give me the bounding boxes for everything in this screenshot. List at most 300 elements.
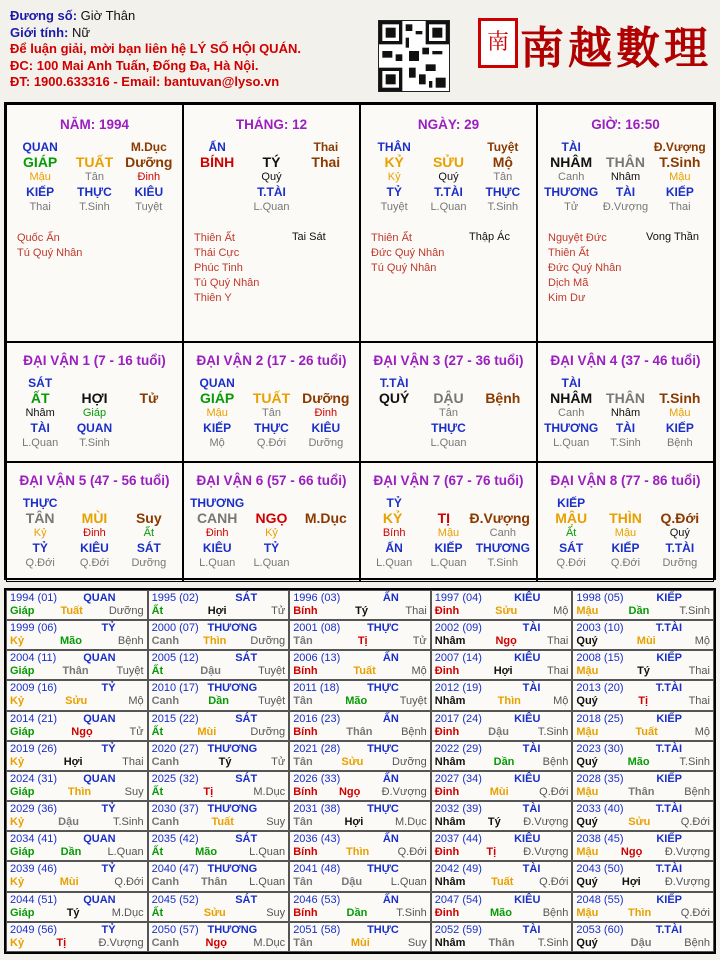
pillar-value: QUAN bbox=[76, 421, 113, 435]
pillar-value bbox=[367, 421, 421, 436]
year-label: 2022 (29) bbox=[434, 742, 482, 755]
year-cell bbox=[431, 620, 573, 650]
pillar-value: MÙI bbox=[81, 510, 108, 526]
pillar-value: SÁT bbox=[28, 376, 53, 390]
pillar-value bbox=[122, 406, 176, 421]
year-cell bbox=[6, 861, 148, 891]
year-star: SÁT bbox=[235, 592, 258, 604]
pillar-value: L.Quan bbox=[430, 201, 467, 213]
pillar-value: Dưỡng bbox=[131, 557, 167, 569]
year-branch: Thân bbox=[200, 876, 228, 889]
year-phase: Tử bbox=[271, 605, 286, 617]
year-phase: Tuyệt bbox=[258, 695, 286, 708]
year-label: 2015 (22) bbox=[151, 712, 199, 725]
pillar-value bbox=[367, 406, 421, 421]
contact-line: Để luận giải, mời bạn liên hệ LÝ SỐ HỘI QUÁN. bbox=[10, 41, 301, 56]
year-branch: Mão bbox=[59, 635, 82, 648]
year-cell bbox=[431, 741, 573, 771]
year-star: QUAN bbox=[83, 833, 116, 846]
year-cell bbox=[6, 771, 148, 801]
pillar-value bbox=[190, 200, 244, 215]
year-cell bbox=[148, 650, 290, 680]
pillar-row bbox=[7, 376, 182, 391]
pillar-value: KIẾP bbox=[557, 496, 586, 510]
year-branch: Dần bbox=[346, 906, 368, 919]
year-cell bbox=[572, 801, 714, 831]
year-phase: Thai bbox=[122, 755, 144, 768]
pillar-value: Đ.Vượng bbox=[653, 140, 706, 154]
year-branch: Tị bbox=[56, 936, 67, 949]
year-star: TÀI bbox=[522, 803, 541, 816]
year-branch: Mão bbox=[195, 846, 218, 859]
pillar-value: BÍNH bbox=[200, 154, 235, 170]
pillar-value bbox=[122, 496, 176, 511]
pillar-value bbox=[299, 541, 353, 556]
year-cell bbox=[148, 831, 290, 861]
year-stem: Kỷ bbox=[10, 755, 25, 768]
year-star: QUAN bbox=[83, 592, 116, 604]
year-branch: Sửu bbox=[65, 695, 88, 708]
year-label: 2027 (34) bbox=[434, 772, 482, 785]
year-branch: Mùi bbox=[489, 785, 509, 798]
year-stem: Kỷ bbox=[10, 936, 25, 949]
year-stem: Đinh bbox=[434, 785, 460, 798]
pillar-value: L.Quan bbox=[253, 201, 290, 213]
year-cell bbox=[431, 650, 573, 680]
pillar-row bbox=[184, 140, 359, 155]
year-star: TỶ bbox=[101, 682, 116, 695]
pillar-value: Quý bbox=[669, 527, 690, 539]
pillar-value bbox=[67, 496, 121, 511]
year-stem: Nhâm bbox=[434, 816, 466, 829]
year-branch: Mão bbox=[489, 906, 512, 919]
year-phase: T.Sinh bbox=[537, 936, 569, 949]
year-star: THỰC bbox=[367, 923, 399, 936]
pillar-value: THỰC bbox=[22, 496, 58, 510]
pillar-value bbox=[190, 170, 244, 185]
pillar-value bbox=[476, 496, 530, 511]
pillar-value bbox=[67, 140, 121, 155]
pillar-row bbox=[538, 421, 713, 436]
star-item: Quốc Ấn bbox=[17, 232, 60, 244]
year-cell bbox=[572, 680, 714, 710]
pillar-value: Q.Đới bbox=[660, 510, 700, 526]
year-star: THỰC bbox=[367, 863, 399, 876]
pillar-value: KIẾP bbox=[26, 185, 55, 199]
year-cell bbox=[289, 650, 431, 680]
year-cell bbox=[6, 650, 148, 680]
pillar-row bbox=[184, 406, 359, 421]
year-phase: T.Sinh bbox=[679, 755, 710, 768]
year-star: QUAN bbox=[83, 712, 116, 725]
year-branch: Dần bbox=[60, 846, 82, 859]
year-branch: Sửu bbox=[203, 906, 226, 919]
year-label: 2026 (33) bbox=[293, 772, 341, 785]
year-stem: Canh bbox=[151, 695, 180, 708]
year-branch: Mùi bbox=[350, 936, 370, 949]
year-phase: T.Sinh bbox=[396, 906, 427, 919]
pillar-value: Nhâm bbox=[610, 171, 641, 183]
year-phase: Thai bbox=[405, 605, 427, 617]
pillar-value: SÁT bbox=[559, 541, 584, 555]
year-phase: M.Dục bbox=[253, 936, 286, 949]
pillar-value: THÂN bbox=[606, 390, 645, 406]
pillar-value bbox=[299, 170, 353, 185]
year-label: 2039 (46) bbox=[10, 863, 58, 876]
year-label: 2028 (35) bbox=[576, 772, 624, 785]
year-star: TÀI bbox=[522, 682, 541, 695]
star-item: Phúc Tinh bbox=[194, 262, 243, 274]
year-cell bbox=[572, 831, 714, 861]
year-star: SÁT bbox=[235, 833, 258, 846]
year-star: T.TÀI bbox=[655, 923, 682, 936]
year-stem: Nhâm bbox=[434, 936, 466, 949]
year-branch: Sửu bbox=[495, 605, 518, 617]
bad-stars-list bbox=[292, 231, 326, 243]
pillar-value: Đ.Vượng bbox=[469, 510, 530, 526]
year-stem: Canh bbox=[151, 936, 180, 949]
phone-email-line[interactable]: ĐT: 1900.633316 - Email: bantuvan@lyso.vn bbox=[10, 74, 280, 89]
pillar-row bbox=[361, 155, 536, 170]
year-cell bbox=[289, 922, 431, 952]
pillar-value: TỶ bbox=[386, 496, 402, 510]
year-stem: Kỷ bbox=[10, 695, 25, 708]
year-branch: Tý bbox=[355, 605, 368, 617]
pillar-row bbox=[7, 556, 182, 571]
year-label: 2018 (25) bbox=[576, 712, 624, 725]
pillar-value: Dưỡng bbox=[308, 437, 344, 449]
year-cell bbox=[289, 620, 431, 650]
year-label: 2002 (09) bbox=[434, 622, 482, 635]
year-cell bbox=[6, 741, 148, 771]
year-cell bbox=[431, 861, 573, 891]
pillar-value: L.Quan bbox=[253, 557, 290, 569]
pillar-value: NHÂM bbox=[550, 154, 593, 170]
year-star: ẤN bbox=[382, 893, 399, 906]
year-star: TÀI bbox=[522, 622, 541, 635]
year-label: 1998 (05) bbox=[576, 592, 624, 604]
qr-code-icon bbox=[378, 20, 450, 92]
pillar-row bbox=[538, 406, 713, 421]
pillar-row bbox=[184, 185, 359, 200]
year-cell bbox=[148, 801, 290, 831]
year-star: T.TÀI bbox=[655, 682, 682, 695]
year-stem: Bính bbox=[293, 605, 318, 617]
year-stem: Ất bbox=[151, 605, 164, 617]
year-star: QUAN bbox=[83, 893, 116, 906]
pillar-value: TÀI bbox=[615, 185, 636, 199]
year-star: KIÊU bbox=[514, 893, 541, 906]
year-label: 1999 (06) bbox=[10, 622, 58, 635]
pillar-value: Dưỡng bbox=[662, 557, 698, 569]
pillar-row bbox=[538, 391, 713, 406]
year-star: THƯƠNG bbox=[207, 622, 258, 635]
year-stem: Mậu bbox=[576, 846, 599, 859]
pillar-value: TỊ bbox=[437, 510, 451, 526]
year-branch: Sửu bbox=[628, 816, 651, 829]
pillar-cell bbox=[537, 104, 714, 342]
year-stem: Bính bbox=[293, 665, 318, 678]
pillar-row bbox=[7, 526, 182, 541]
pillar-row bbox=[538, 185, 713, 200]
year-phase: Đ.Vượng bbox=[98, 936, 144, 949]
year-stem: Ất bbox=[151, 785, 164, 798]
star-item: Kim Dư bbox=[548, 292, 586, 304]
pillar-value: TÂN bbox=[25, 510, 55, 526]
year-branch: Mão bbox=[345, 695, 368, 708]
pillar-row bbox=[7, 421, 182, 436]
pillar-value: Mậu bbox=[669, 171, 691, 183]
year-star: THỰC bbox=[367, 682, 399, 695]
year-star: T.TÀI bbox=[655, 622, 682, 635]
year-label: 2036 (43) bbox=[293, 833, 341, 846]
year-star: TÀI bbox=[522, 923, 541, 936]
year-phase: L.Quan bbox=[249, 846, 286, 859]
pillar-row bbox=[184, 200, 359, 215]
pillar-value: ẤN bbox=[208, 140, 226, 154]
year-cell bbox=[289, 771, 431, 801]
pillar-value: Kỷ bbox=[265, 527, 278, 539]
year-stem: Giáp bbox=[10, 846, 35, 859]
year-phase: Đ.Vượng bbox=[523, 846, 569, 859]
pillar-row bbox=[538, 376, 713, 391]
pillar-value: Nhâm bbox=[25, 407, 55, 419]
pillar-value: Ất bbox=[565, 527, 577, 539]
pillar-value: Quý bbox=[261, 171, 282, 183]
year-star: KIÊU bbox=[514, 652, 541, 665]
year-branch: Dần bbox=[628, 605, 650, 617]
pillar-value: GIÁP bbox=[23, 154, 58, 170]
pillar-value: KỶ bbox=[384, 154, 404, 170]
year-cell bbox=[572, 590, 714, 620]
pillar-row bbox=[7, 200, 182, 215]
pillar-row bbox=[184, 511, 359, 526]
year-branch: Tuất bbox=[60, 605, 83, 617]
year-cell bbox=[431, 590, 573, 620]
year-phase: Q.Đới bbox=[539, 785, 569, 798]
year-stem: Đinh bbox=[434, 605, 460, 617]
pillar-value: THỰC bbox=[254, 421, 289, 435]
year-cell bbox=[148, 620, 290, 650]
pillar-value: M.Dục bbox=[304, 510, 347, 526]
pillar-value: Đinh bbox=[314, 407, 338, 419]
pillar-value: L.Quan bbox=[430, 557, 467, 569]
year-label: 2017 (24) bbox=[434, 712, 482, 725]
year-phase: Mộ bbox=[694, 725, 710, 738]
pillar-value bbox=[476, 436, 530, 451]
year-phase: Mộ bbox=[553, 605, 569, 617]
year-label: 2005 (12) bbox=[151, 652, 199, 665]
year-phase: Mộ bbox=[553, 695, 569, 708]
year-phase: M.Dục bbox=[395, 816, 427, 829]
year-branch: Hợi bbox=[207, 605, 227, 617]
year-label: 2010 (17) bbox=[151, 682, 199, 695]
year-star: ẤN bbox=[382, 833, 399, 846]
pillar-value: Suy bbox=[135, 510, 162, 526]
pillar-row bbox=[184, 526, 359, 541]
year-label: 2008 (15) bbox=[576, 652, 624, 665]
pillar-row bbox=[538, 511, 713, 526]
year-branch: Ngọ bbox=[71, 725, 93, 738]
year-stem: Mậu bbox=[576, 725, 599, 738]
pillar-row bbox=[7, 496, 182, 511]
pillar-value: Dưỡng bbox=[125, 154, 173, 170]
year-cell bbox=[572, 620, 714, 650]
dai-van-cell bbox=[183, 342, 360, 462]
year-stem: Nhâm bbox=[434, 635, 466, 648]
pillar-value: Mậu bbox=[437, 527, 460, 539]
pillar-value: TÀI bbox=[561, 376, 581, 390]
year-star: T.TÀI bbox=[655, 803, 682, 816]
stars-list bbox=[548, 231, 621, 306]
pillar-value: T.Sinh bbox=[487, 557, 519, 569]
pillar-value: Bệnh bbox=[485, 390, 521, 406]
year-cell bbox=[148, 922, 290, 952]
pillar-value: Quý bbox=[438, 171, 459, 183]
pillar-value: Mậu bbox=[614, 527, 637, 539]
year-branch: Ngọ bbox=[205, 936, 227, 949]
pillar-value: TÝ bbox=[262, 154, 281, 170]
star-item: Đức Quý Nhân bbox=[548, 262, 622, 274]
pillar-row bbox=[361, 185, 536, 200]
pillar-value bbox=[67, 376, 121, 391]
year-phase: Dưỡng bbox=[392, 755, 427, 768]
dai-van-cell bbox=[183, 462, 360, 582]
year-branch: Tý bbox=[487, 816, 501, 829]
pillar-row bbox=[7, 140, 182, 155]
year-branch: Mùi bbox=[59, 876, 79, 889]
year-label: 2040 (47) bbox=[151, 863, 199, 876]
year-phase: Đ.Vượng bbox=[664, 876, 710, 889]
year-cell bbox=[6, 831, 148, 861]
year-star: KIẾP bbox=[656, 712, 682, 725]
pillar-value: Mậu bbox=[206, 407, 228, 419]
pillar-value: Thai bbox=[29, 201, 51, 213]
pillar-value: Giáp bbox=[82, 407, 107, 419]
logo: 南越數理 bbox=[520, 23, 712, 74]
year-branch: Tị bbox=[203, 785, 214, 798]
pillar-row bbox=[361, 496, 536, 511]
year-cell bbox=[6, 892, 148, 922]
year-label: 2020 (27) bbox=[151, 742, 199, 755]
year-stem: Đinh bbox=[434, 665, 460, 678]
year-phase: Tử bbox=[271, 755, 286, 768]
year-phase: Suy bbox=[124, 785, 144, 798]
pillar-value: L.Quan bbox=[376, 557, 413, 569]
stars-list bbox=[194, 231, 259, 306]
pillar-row bbox=[361, 436, 536, 451]
year-star: SÁT bbox=[235, 772, 258, 785]
year-cell bbox=[289, 831, 431, 861]
year-stem: Canh bbox=[151, 635, 180, 648]
pillar-value: CANH bbox=[196, 510, 238, 526]
year-branch: Thân bbox=[628, 785, 655, 798]
year-phase: Dưỡng bbox=[250, 725, 286, 738]
year-label: 2019 (26) bbox=[10, 742, 58, 755]
year-stem: Mậu bbox=[576, 906, 599, 919]
dai-van-cell bbox=[6, 462, 183, 582]
pillar-value bbox=[299, 376, 353, 391]
pillars-grid bbox=[4, 102, 716, 580]
pillar-value: Q.Đới bbox=[556, 557, 586, 569]
year-branch: Hợi bbox=[493, 665, 513, 678]
year-phase: T.Sinh bbox=[679, 605, 710, 617]
year-phase: Q.Đới bbox=[539, 876, 569, 889]
year-star: TỶ bbox=[101, 803, 116, 816]
year-branch: Dậu bbox=[341, 876, 363, 889]
pillar-value: Thai bbox=[311, 154, 341, 170]
pillar-value: Q.Đới bbox=[610, 557, 641, 569]
year-stem: Mậu bbox=[576, 785, 599, 798]
pillar-value bbox=[299, 185, 353, 200]
pillar-value: TÀI bbox=[561, 140, 581, 154]
pillar-value: Dưỡng bbox=[302, 390, 350, 406]
pillar-value: T.TÀI bbox=[434, 185, 463, 199]
pillar-value: KỶ bbox=[382, 510, 403, 526]
pillar-value: GIÁP bbox=[200, 390, 235, 406]
year-stem: Đinh bbox=[434, 846, 460, 859]
pillar-value bbox=[598, 496, 652, 511]
year-stem: Nhâm bbox=[434, 695, 466, 708]
pillar-value bbox=[653, 376, 707, 391]
pillar-value bbox=[122, 436, 176, 451]
pillar-value: Đinh bbox=[83, 527, 106, 539]
pillar-value: Ất bbox=[143, 527, 155, 539]
year-stem: Nhâm bbox=[434, 876, 466, 889]
year-phase: L.Quan bbox=[107, 846, 144, 859]
pillar-value: KIẾP bbox=[434, 541, 463, 555]
year-phase: L.Quan bbox=[390, 876, 427, 889]
year-label: 2030 (37) bbox=[151, 803, 199, 816]
pillar-value: Thai bbox=[669, 201, 691, 213]
pillar-row bbox=[538, 170, 713, 185]
year-star: TÀI bbox=[522, 742, 541, 755]
year-cell bbox=[6, 801, 148, 831]
year-cell bbox=[6, 922, 148, 952]
year-star: KIÊU bbox=[514, 772, 541, 785]
year-branch: Tuất bbox=[211, 816, 234, 829]
pillar-value: THỰC bbox=[431, 421, 466, 435]
year-star: SÁT bbox=[235, 712, 258, 725]
year-phase: Suy bbox=[266, 816, 286, 829]
pillar-row bbox=[7, 155, 182, 170]
year-label: 2044 (51) bbox=[10, 893, 58, 906]
year-star: ẤN bbox=[382, 592, 399, 604]
pillar-value: T.TÀI bbox=[257, 185, 286, 199]
year-stem: Giáp bbox=[10, 665, 35, 678]
year-branch: Dậu bbox=[58, 816, 79, 829]
year-star: KIẾP bbox=[656, 592, 682, 604]
pillar-value: TỶ bbox=[386, 185, 402, 199]
pillar-value: T.TÀI bbox=[665, 541, 695, 555]
pillar-value: Tân bbox=[439, 407, 458, 419]
year-stem: Bính bbox=[293, 906, 318, 919]
year-stem: Giáp bbox=[10, 906, 35, 919]
pillar-value: KIẾP bbox=[665, 421, 694, 435]
pillar-value: T.TÀI bbox=[379, 376, 409, 390]
pillar-value bbox=[476, 421, 530, 436]
pillar-row bbox=[184, 436, 359, 451]
year-branch: Thìn bbox=[67, 785, 92, 798]
pillar-value: KIÊU bbox=[202, 541, 232, 555]
year-label: 2021 (28) bbox=[293, 742, 341, 755]
pillar-row bbox=[538, 556, 713, 571]
year-cell bbox=[431, 801, 573, 831]
year-phase: Thai bbox=[546, 665, 569, 678]
pillar-row bbox=[361, 200, 536, 215]
year-star: THƯƠNG bbox=[207, 742, 258, 755]
year-cell bbox=[148, 680, 290, 710]
